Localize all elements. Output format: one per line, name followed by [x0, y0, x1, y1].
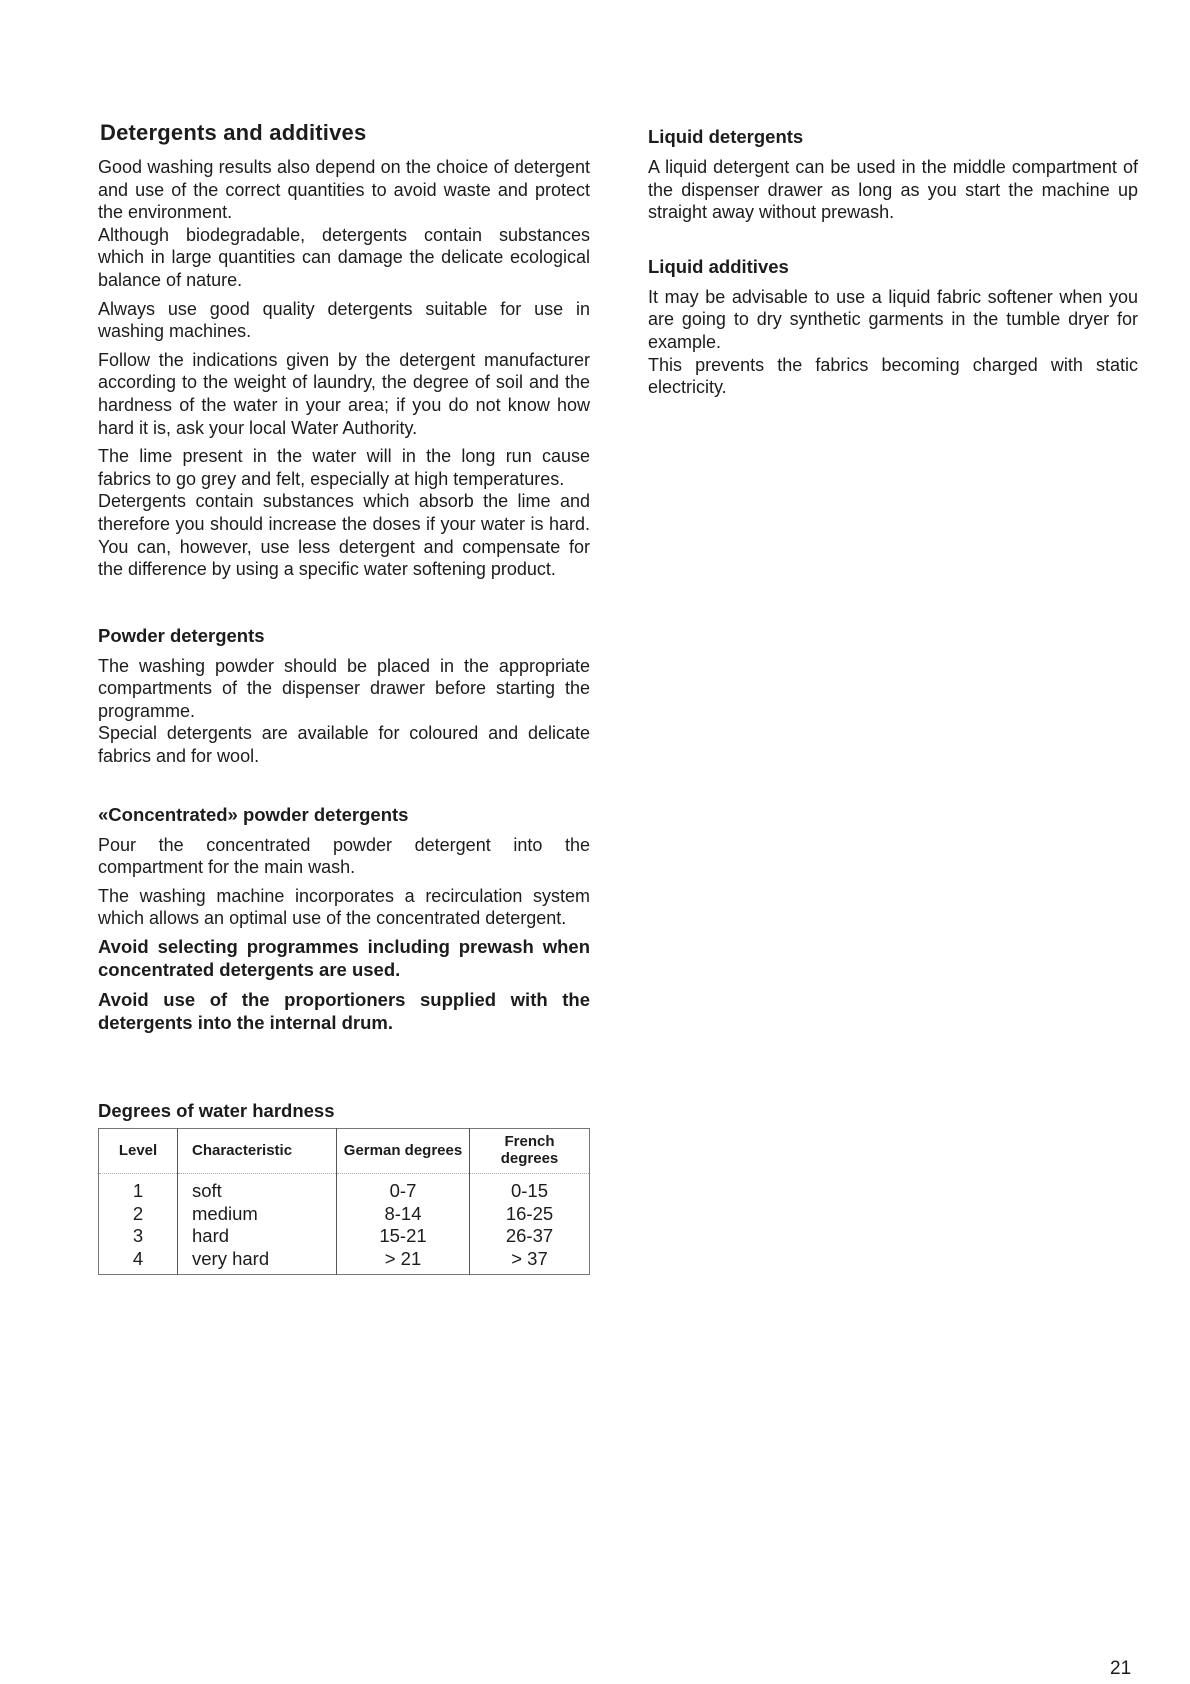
cell-level: 4 — [99, 1248, 178, 1275]
cell-characteristic: medium — [178, 1203, 337, 1226]
table-row — [99, 1174, 590, 1203]
concentrated-heading: «Concentrated» powder detergents — [98, 803, 409, 825]
table-row — [99, 1203, 590, 1226]
intro-paragraph: Although biodegradable, detergents contain substances which in large quantities can damage the delicate ecological balance of nature. — [98, 224, 590, 290]
cell-german: 8-14 — [337, 1203, 470, 1226]
liquid-detergents-heading: Liquid detergents — [648, 126, 804, 147]
liquid-additives-paragraph: It may be advisable to use a liquid fabric softener when you are going to dry synthetic garments in the tumble dryer for example. — [648, 286, 1138, 352]
cell-characteristic: very hard — [178, 1248, 337, 1275]
liquid-detergents-paragraph: A liquid detergent can be used in the middle compartment of the dispenser drawer as long as you start the machine up straight away without prewash. — [648, 157, 1138, 223]
concentrated-paragraph: Pour the concentrated powder detergent into the compartment for the main wash. — [98, 834, 590, 878]
cell-french: 26-37 — [505, 1225, 554, 1247]
powder-paragraph: Special detergents are available for coloured and delicate fabrics and for wool. — [98, 723, 590, 767]
left-column — [98, 120, 590, 1275]
hardness-heading: Degrees of water hardness — [98, 1100, 335, 1122]
intro-paragraph: Detergents contain substances which absorb the lime and therefore you should increase the doses if your water is hard. You can, however, use less detergent and compensate for the difference by using a specific water softening product. — [98, 491, 590, 580]
concentrated-paragraph: The washing machine incorporates a recirculation system which allows an optimal use of the concentrated detergent. — [98, 885, 590, 929]
cell-german: 15-21 — [337, 1225, 470, 1248]
warning-text: Avoid use of the proportioners supplied with the detergents into the internal drum. — [98, 989, 590, 1033]
cell-characteristic: soft — [178, 1174, 337, 1203]
hardness-table — [98, 1128, 590, 1275]
cell-level: 2 — [99, 1203, 178, 1226]
warning-text: Avoid selecting programmes including prewash when concentrated detergents are used. — [98, 936, 590, 980]
liquid-additives-heading: Liquid additives — [648, 255, 789, 277]
intro-paragraph: Follow the indications given by the detergent manufacturer according to the weight of laundry, the degree of soil and the hardness of the water in your area; if you do not know how hard it is, ask your local Water Authority. — [98, 349, 590, 438]
column-header-german: German degrees — [337, 1129, 470, 1174]
cell-characteristic: hard — [178, 1225, 337, 1248]
cell-french: > 37 — [511, 1247, 548, 1269]
table-row — [99, 1225, 590, 1248]
column-header-characteristic: Characteristic — [178, 1129, 337, 1174]
cell-level: 3 — [99, 1225, 178, 1248]
column-header-level: Level — [99, 1129, 178, 1174]
cell-level: 1 — [99, 1174, 178, 1203]
intro-paragraph: The lime present in the water will in the long run cause fabrics to go grey and felt, especially at high temperatures. — [98, 446, 590, 489]
table-header-row — [99, 1129, 590, 1174]
liquid-additives-paragraph: This prevents the fabrics becoming charged with static electricity. — [648, 354, 1138, 398]
section-title: Detergents and additives — [100, 120, 367, 145]
page-number: 21 — [1110, 1658, 1132, 1679]
column-header-french: French degrees — [470, 1129, 590, 1174]
cell-french: 16-25 — [505, 1202, 554, 1224]
cell-french: 0-15 — [510, 1180, 549, 1202]
cell-german: > 21 — [337, 1248, 470, 1275]
cell-german: 0-7 — [337, 1174, 470, 1203]
table-row — [99, 1248, 590, 1275]
powder-paragraph: The washing powder should be placed in the appropriate compartments of the dispenser drawer before starting the programme. — [98, 655, 590, 721]
powder-heading: Powder detergents — [98, 624, 265, 646]
intro-paragraph: Good washing results also depend on the choice of detergent and use of the correct quantities to avoid waste and protect the environment. — [98, 157, 590, 223]
right-column — [648, 126, 1138, 405]
intro-paragraph: Always use good quality detergents suitable for use in washing machines. — [98, 298, 590, 342]
